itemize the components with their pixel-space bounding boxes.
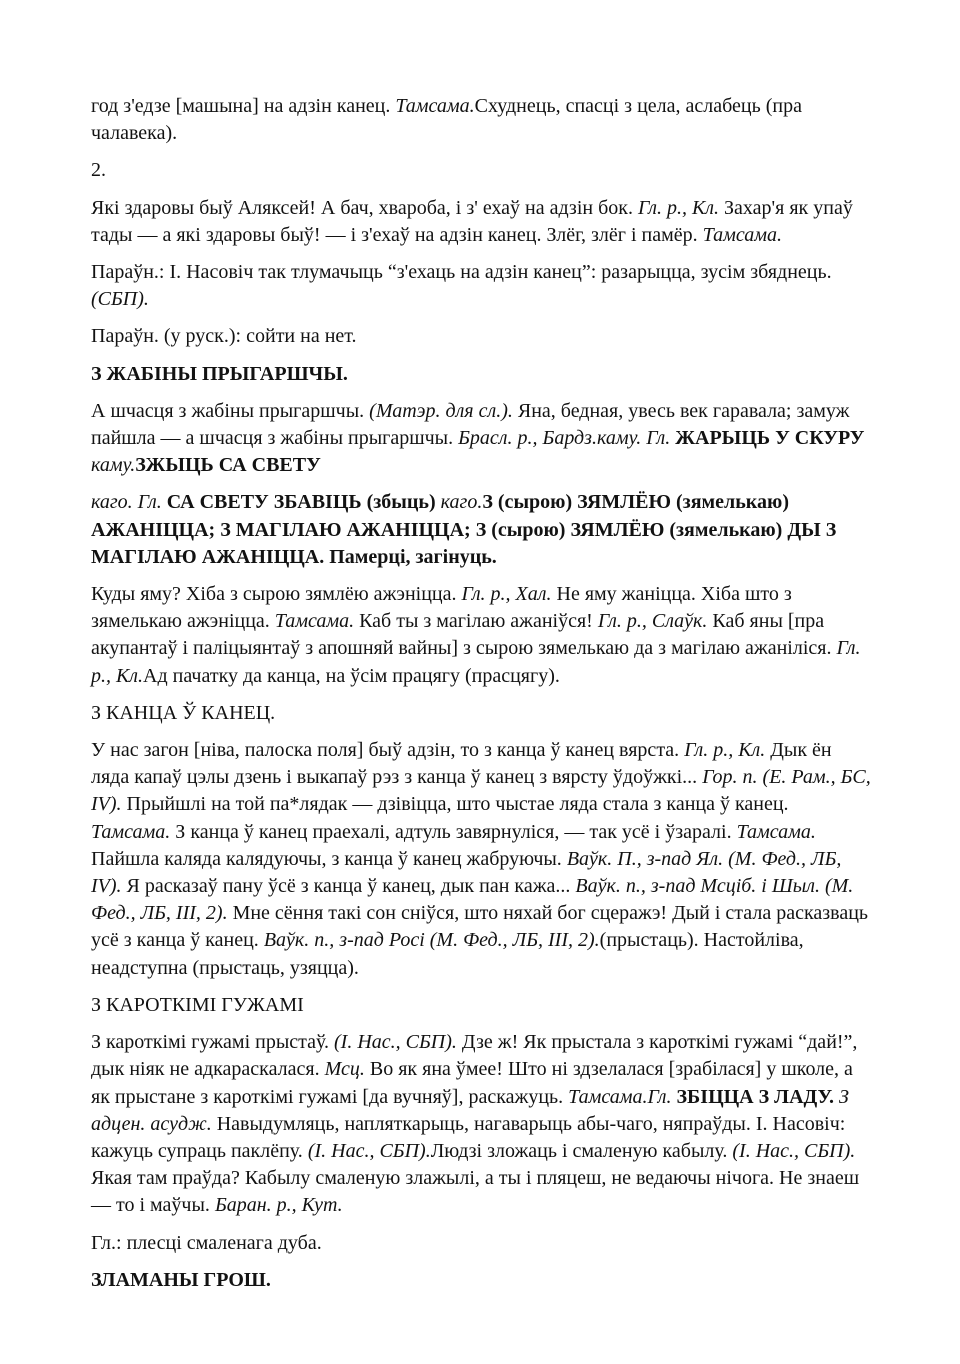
text-run-normal: З канца ў канец праехалі, адтуль завярнуліся, — так усё і ўзаралі. <box>170 820 737 843</box>
text-run-bold: ЗЖЫЦЬ СА СВЕТУ <box>135 454 321 477</box>
text-run-bold: З ЖАБІНЫ ПРЫГАРШЧЫ. <box>91 362 348 385</box>
paragraph-hl-plestsi <box>91 1230 871 1257</box>
text-run-normal: Людзі зложаць і смаленую кабылу. <box>430 1139 733 1162</box>
text-run-italic: Тамсама. <box>736 820 816 843</box>
text-run-normal: Гл.: плесці смаленага дуба. <box>91 1231 322 1254</box>
text-run-normal: год з'едзе [машына] на адзін канец. <box>91 95 396 117</box>
text-run-italic: Тамсама.Гл. <box>568 1085 672 1108</box>
text-run-italic: Тамсама. <box>274 610 355 633</box>
paragraph-kaho-sa-svetu <box>91 489 871 571</box>
heading-z-kanca-u-kanec <box>91 700 871 727</box>
text-run-italic: Баран. р., Кут. <box>214 1194 343 1217</box>
text-run-normal: А шчасця з жабіны прыгаршчы. <box>91 399 370 422</box>
text-run-italic: Мсц. <box>324 1058 365 1081</box>
text-run-normal: Каб яны [пра акупантаў і паліцыянтаў з апошняй вайны] з сырою зямелькаю да з магілаю ажаніліся. <box>91 610 837 660</box>
text-run-italic: каму. <box>91 454 136 477</box>
text-run-normal: З кароткімі гужамі прыстаў. <box>91 1031 334 1054</box>
text-run-italic: каго. <box>440 491 483 514</box>
paragraph-jaki-zdarovy <box>91 195 871 249</box>
text-run-bold: ЖАРЫЦЬ У СКУРУ <box>675 427 865 450</box>
text-run-normal: Навыдумляць, напляткарыць, нагаварыць абы-чаго, няпраўды. І. Насовіч: кажуць супраць паклёпу. <box>91 1112 846 1162</box>
text-run-normal: Дык ён ляда капаў цэлы дзень і выкапаў рэз з канца ў канец з вярсту ўдоўжкі... <box>91 739 832 789</box>
text-run-italic: (І. Нас., СБП). <box>307 1139 431 1162</box>
text-run-italic: Гл. р., Слаўк. <box>597 610 708 633</box>
text-run-normal: Мне сёння такі сон сніўся, што няхай бог сцеражэ! Дый і стала расказваць усё з канца ў канец. <box>91 902 869 952</box>
text-run-normal: Схуднець, спасці з цела, аслабець (пра чалавека). <box>91 95 802 145</box>
text-run-normal: Яна, бедная, увесь век гаравала; замуж пайшла — а шчасця з жабіны прыгаршчы. <box>91 399 850 450</box>
paragraph-kudy-jamu <box>91 581 871 690</box>
text-run-normal: Не яму жаніцца. Хіба што з зямелькаю ажэніцца. <box>91 583 792 633</box>
text-run-italic: (І. Нас., СБП). <box>334 1031 457 1054</box>
text-run-italic: Гор. п. (Е. Рам., БС, IV). <box>91 766 871 816</box>
text-run-italic: Брасл. р., Бардз.каму. Гл. <box>458 427 671 450</box>
text-run-bold: ЗБІЦЦА З ЛАДУ. <box>676 1085 834 1108</box>
text-run-normal: Куды яму? Хіба з сырою зямлёю ажэніцца. <box>91 583 462 606</box>
document-body <box>91 93 871 1294</box>
text-run-italic: Тамсама. <box>702 223 782 246</box>
text-run-normal: З КАРОТКІМІ ГУЖАМІ <box>91 993 304 1016</box>
text-run-italic: Гл. р., Кл. <box>637 196 720 219</box>
text-run-normal: Параўн.: І. Насовіч так тлумачыць “з'ехаць на адзін канец”: разарыцца, зусім збяднець. <box>91 261 832 284</box>
heading-z-karotkimi-huzhami <box>91 992 871 1019</box>
text-run-italic: (І. Нас., СБП). <box>732 1139 856 1162</box>
text-run-normal: Прыйшлі на той па*лядак — дзівіцца, што чыстае ляда стала з канца ў канец. <box>121 793 789 816</box>
text-run-normal: Ад пачатку да канца, на ўсім працягу (прасцягу). <box>143 664 560 687</box>
text-run-italic: Тамсама. <box>395 95 475 117</box>
text-run-normal: Я расказаў пану ўсё з канца ў канец, дык пан кажа... <box>121 875 576 898</box>
text-run-normal: З КАНЦА Ў КАНЕЦ. <box>91 701 276 724</box>
text-run-normal: Во як яна ўмее! Што ні здзелалася [зрабілася] у школе, а як прыстане з кароткімі гужамі [да вучняў], раскажуць. <box>91 1058 853 1108</box>
paragraph-z-karotkimi-huzhami <box>91 1029 871 1219</box>
paragraph-a-shchastsia <box>91 398 871 480</box>
text-run-normal: У нас загон [ніва, палоска поля] быў адзін, то з канца ў канец вярста. <box>91 739 685 762</box>
text-run-italic: каго. Гл. <box>91 491 162 514</box>
text-run-italic: Ваўк. п., з-пад Мсціб. і Шыл. (М. Фед., ЛБ, III, 2). <box>91 875 854 925</box>
text-run-bold: ЗЛАМАНЫ ГРОШ. <box>91 1268 271 1291</box>
text-run-italic: (СБП). <box>91 288 149 311</box>
text-run-italic: Гл. р., Хал. <box>461 583 552 606</box>
text-run-normal: Дзе ж! Як прыстала з кароткімі гужамі “дай!”, дык ніяк не адкараскалася. <box>91 1031 858 1081</box>
paragraph-u-nas-zahon <box>91 737 871 982</box>
text-run-normal: Пайшла каляда калядуючы, з канца ў канец жабруючы. <box>91 847 567 870</box>
paragraph-paraun-rusk <box>91 323 871 350</box>
paragraph-god-zedze <box>91 93 871 147</box>
text-run-italic: Тамсама. <box>91 820 171 843</box>
text-run-bold: СА СВЕТУ ЗБАВІЦЬ (збыць) <box>166 491 436 514</box>
text-run-normal: Параўн. (у руск.): сойти на нет. <box>91 325 357 348</box>
heading-zlamany-hrosh <box>91 1267 871 1294</box>
text-run-italic: З адцен. асудж. <box>91 1085 849 1135</box>
heading-z-zhabiny-pryharshchy <box>91 361 871 388</box>
text-run-italic: Ваўк. П., з-пад Ял. (М. Фед., ЛБ, IV). <box>91 847 842 898</box>
text-run-italic: Гл. р., Кл. <box>91 637 861 687</box>
text-run-normal: Якая там праўда? Кабылу смаленую злажылі, а ты і пляцеш, не ведаючы нічога. Не знаеш — то і маўчы. <box>91 1167 860 1217</box>
text-run-bold: З (сырою) ЗЯМЛЁЮ (зямелькаю) АЖАНІЦЦА; З МАГІЛАЮ АЖАНІЦЦА; З (сырою) ЗЯМЛЁЮ (зямелькаю) ДЫ З МАГІЛАЮ АЖАНІЦЦА. Памерці, загінуць. <box>91 491 837 568</box>
paragraph-paraun-nasovich <box>91 259 871 313</box>
text-run-normal: Каб ты з магілаю ажаніўся! <box>354 610 598 633</box>
text-run-normal: Які здаровы быў Аляксей! А бач, хвароба, і з' ехаў на адзін бок. <box>91 196 638 219</box>
text-run-italic: Гл. р., Кл. <box>684 739 766 762</box>
text-run-normal: Захар'я як упаў тады — а які здаровы быў! — і з'ехаў на адзін канец. Злёг, злёг і памёр. <box>91 196 853 246</box>
text-run-normal: 2. <box>91 159 106 182</box>
text-run-normal: (прыстаць). Настойліва, неадступна (прыстаць, узяцца). <box>91 929 804 979</box>
paragraph-number-2 <box>91 157 871 184</box>
text-run-italic: Ваўк. п., з-пад Росі (М. Фед., ЛБ, III, 2). <box>263 929 600 952</box>
text-run-italic: (Матэр. для сл.). <box>369 399 513 422</box>
